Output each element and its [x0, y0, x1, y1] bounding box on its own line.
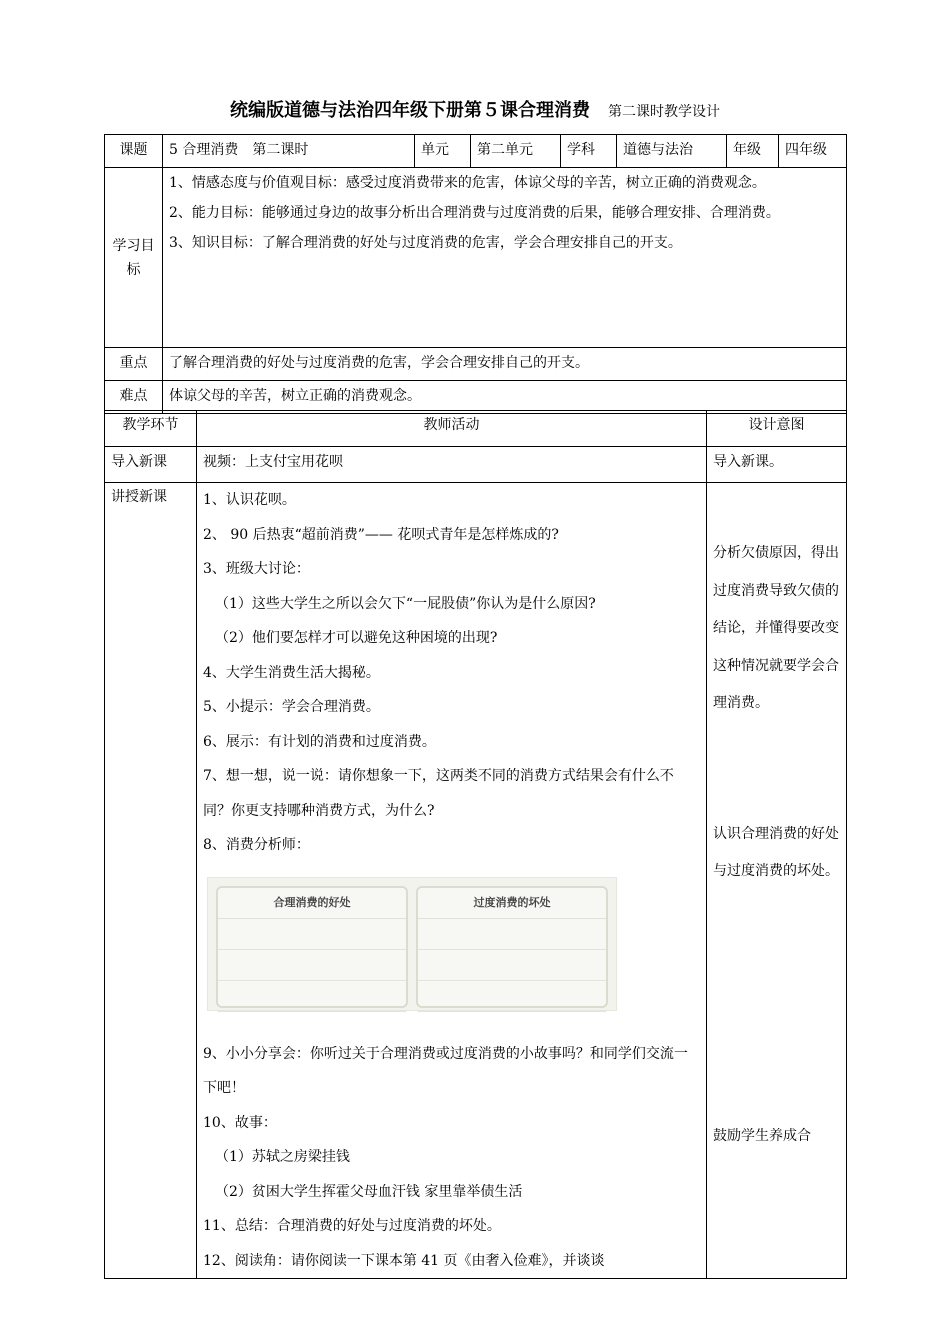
header-activity: 教师活动 [197, 411, 707, 447]
document-title [0, 96, 950, 122]
goals-label: 学习目标 [105, 168, 163, 348]
main-activity [197, 483, 707, 1279]
activity-item: 9、小小分享会：你听过关于合理消费或过度消费的小故事吗？和同学们交流一下吧！ [203, 1045, 688, 1096]
intro-stage: 导入新课 [105, 447, 197, 483]
main-row [105, 483, 847, 1279]
activity-item: 11、总结：合理消费的好处与过度消费的坏处。 [203, 1218, 501, 1234]
intro-row [105, 447, 847, 483]
course-label: 课题 [105, 135, 163, 168]
intro-activity: 视频：上支付宝用花呗 [197, 447, 707, 483]
key-value: 了解合理消费的好处与过度消费的危害，学会合理安排自己的开支。 [163, 348, 847, 381]
intent-3: 鼓励学生养成合 [713, 1127, 811, 1144]
bad-points-title: 过度消费的坏处 [418, 888, 606, 919]
process-table [104, 410, 847, 1279]
course-value: 5 合理消费 第二课时 [163, 135, 415, 168]
header-stage: 教学环节 [105, 411, 197, 447]
consumption-analysis-figure [207, 877, 617, 1011]
bad-points-panel [416, 886, 608, 1008]
info-table [104, 134, 847, 414]
intent-2: 认识合理消费的好处与过度消费的坏处。 [713, 825, 839, 879]
activity-item: 10、故事： [203, 1114, 277, 1131]
activity-item: （1）苏轼之房梁挂钱 [215, 1149, 350, 1165]
activity-item: （2）他们要怎样才可以避免这种困境的出现? [215, 630, 498, 646]
goal-item: 1、情感态度与价值观目标：感受过度消费带来的危害，体谅父母的辛苦，树立正确的消费观念。 [169, 175, 766, 191]
main-intent [707, 483, 847, 1279]
grade-value: 四年级 [779, 135, 847, 168]
intro-intent: 导入新课。 [707, 447, 847, 483]
good-points-panel [216, 886, 408, 1008]
subject-value: 道德与法治 [617, 135, 727, 168]
info-row [105, 135, 847, 168]
subject-label: 学科 [561, 135, 617, 168]
activity-item: 7、想一想，说一说：请你想象一下，这两类不同的消费方式结果会有什么不同？你更支持哪种消费方式，为什么? [203, 768, 674, 819]
intent-1: 分析欠债原因，得出过度消费导致欠债的结论，并懂得要改变这种情况就要学会合理消费。 [713, 545, 839, 711]
activity-item: 1、认识花呗。 [203, 492, 296, 508]
header-intent: 设计意图 [707, 411, 847, 447]
activity-item: 8、消费分析师： [203, 837, 310, 853]
title-sub: 第二课时教学设计 [608, 104, 720, 120]
activity-item: （1）这些大学生之所以会欠下“一屁股债”你认为是什么原因? [215, 595, 596, 612]
unit-value: 第二单元 [471, 135, 561, 168]
key-row [105, 348, 847, 381]
main-stage: 讲授新课 [105, 483, 197, 1279]
activity-item: （2）贫困大学生挥霍父母血汗钱 家里靠举债生活 [215, 1183, 523, 1200]
key-label: 重点 [105, 348, 163, 381]
goal-item: 3、知识目标：了解合理消费的好处与过度消费的危害，学会合理安排自己的开支。 [169, 235, 682, 251]
activity-item: 4、大学生消费生活大揭秘。 [203, 664, 380, 681]
goal-item: 2、能力目标：能够通过身边的故事分析出合理消费与过度消费的后果，能够合理安排、合理消费。 [169, 205, 780, 221]
grade-label: 年级 [727, 135, 779, 168]
goals-row [105, 168, 847, 348]
good-points-title: 合理消费的好处 [218, 888, 406, 919]
unit-label: 单元 [415, 135, 471, 168]
difficult-row [105, 381, 847, 414]
activity-item: 5、小提示：学会合理消费。 [203, 699, 380, 715]
goals-content [163, 168, 847, 348]
activity-item: 6、展示：有计划的消费和过度消费。 [203, 733, 436, 750]
activity-item: 3、班级大讨论： [203, 561, 310, 577]
title-main: 统编版道德与法治四年级下册第５课合理消费 [230, 100, 590, 121]
process-header-row [105, 411, 847, 447]
activity-item: 12、阅读角：请你阅读一下课本第 41 页《由奢入俭难》，并谈谈 [203, 1252, 605, 1269]
difficult-label: 难点 [105, 381, 163, 414]
difficult-value: 体谅父母的辛苦，树立正确的消费观念。 [163, 381, 847, 414]
activity-item: 2、 90 后热衷“超前消费”—— 花呗式青年是怎样炼成的? [203, 526, 559, 543]
